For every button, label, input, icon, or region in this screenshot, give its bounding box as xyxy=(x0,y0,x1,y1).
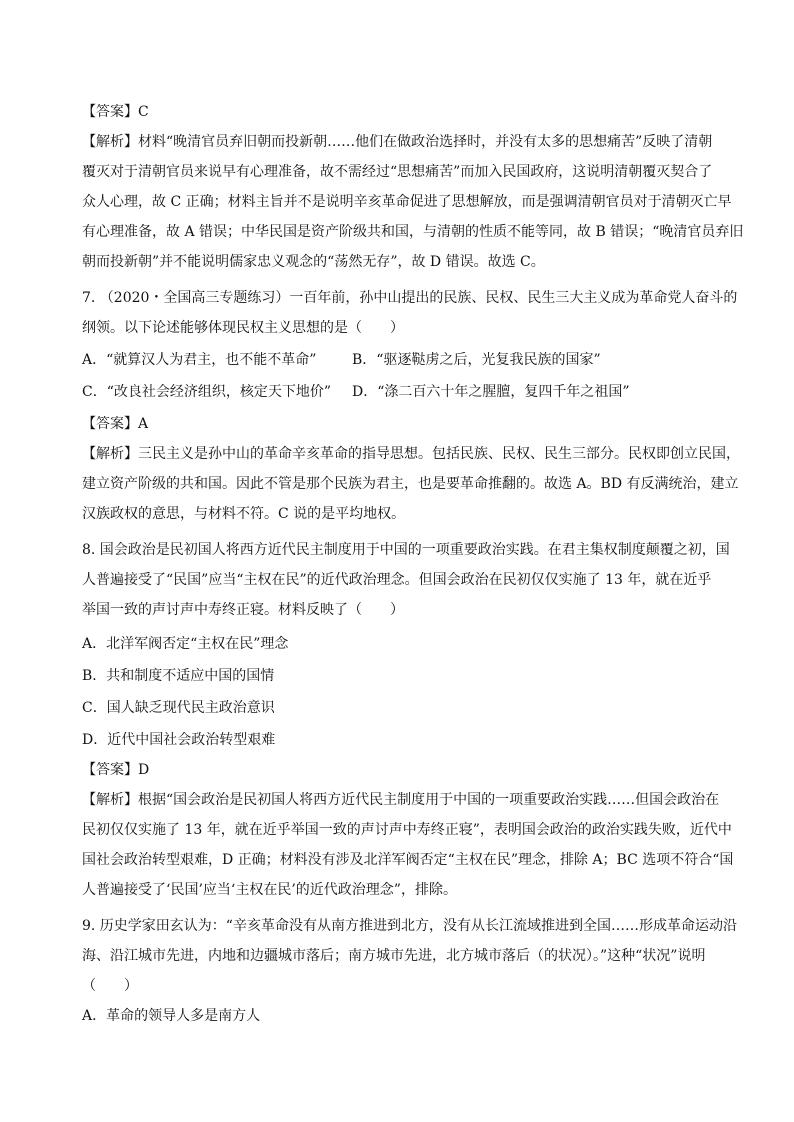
text-line: 汉族政权的意思，与材料不符。C 说的是平均地权。 xyxy=(82,506,406,522)
text-line: 举国一致的声讨声中寿终正寝。材料反映了（ ） xyxy=(82,602,404,618)
text-line: （ ） xyxy=(82,978,138,994)
text-line: 【答案】A xyxy=(82,416,149,432)
text-line: 朝而投新朝”并不能说明儒家忠义观念的“荡然无存”，故 D 错误。故选 C。 xyxy=(82,254,545,270)
text-line: C．国人缺乏现代民主政治意识 xyxy=(82,700,275,716)
text-line: 民初仅仅实施了 13 年，就在近乎举国一致的声讨声中寿终正寝”，表明国会政治的政治实践失败，近代中 xyxy=(82,822,732,838)
text-line: 国社会政治转型艰难，D 正确；材料没有涉及北洋军阀否定“主权在民”理念，排除 A；BC 选项不符合“国 xyxy=(82,852,734,868)
question-7-option: B．“驱逐鞑虏之后，光复我民族的国家” xyxy=(352,352,601,368)
question-7-option: A．“就算汉人为君主，也不能不革命” xyxy=(82,352,317,368)
question-7-option: D．“涤二百六十年之腥膻，复四千年之祖国” xyxy=(352,384,630,400)
text-line: 【解析】材料“晚清官员弃旧朝而投新朝……他们在做政治选择时，并没有太多的思想痛苦”反映了清朝 xyxy=(82,134,713,150)
text-line: 覆灭对于清朝官员来说早有心理准备，故不需经过“思想痛苦”而加入民国政府，这说明清朝覆灭契合了 xyxy=(82,164,713,180)
text-line: 7. （2020・全国高三专题练习）一百年前，孙中山提出的民族、民权、民生三大主义成为革命党人奋斗的 xyxy=(82,290,738,306)
text-line: 【解析】三民主义是孙中山的革命辛亥革命的指导思想。包括民族、民权、民生三部分。民权即创立民国， xyxy=(82,446,740,462)
text-line: 纲领。以下论述能够体现民权主义思想的是（ ） xyxy=(82,320,404,336)
text-line: 【解析】根据“国会政治是民初国人将西方近代民主制度用于中国的一项重要政治实践……但国会政治在 xyxy=(82,792,720,808)
text-line: A．北洋军阀否定“主权在民”理念 xyxy=(82,636,289,652)
text-line: 【答案】C xyxy=(82,104,149,120)
text-line: 人普遍接受了“民国”应当“主权在民”的近代政治理念。但国会政治在民初仅仅实施了 13 年，就在近乎 xyxy=(82,572,712,588)
question-7-option: C．“改良社会经济组织，核定天下地价” xyxy=(82,384,332,400)
text-line: 【答案】D xyxy=(82,762,150,778)
text-line: B．共和制度不适应中国的国情 xyxy=(82,668,275,684)
text-line: 众人心理，故 C 正确；材料主旨并不是说明辛亥革命促进了思想解放，而是强调清朝官员对于清朝灭亡早 xyxy=(82,194,732,210)
text-line: 有心理准备，故 A 错误；中华民国是资产阶级共和国，与清朝的性质不能等同，故 B 错误；“晚清官员弃旧 xyxy=(82,224,744,240)
text-line: 9. 历史学家田玄认为：“辛亥革命没有从南方推进到北方，没有从长江流域推进到全国……形成革命运动沿 xyxy=(82,918,737,934)
text-line: 海、沿江城市先进，内地和边疆城市落后；南方城市先进，北方城市落后（的状况）。”这种“状况”说明 xyxy=(82,948,706,964)
text-line: A．革命的领导人多是南方人 xyxy=(82,1008,261,1024)
text-line: D．近代中国社会政治转型艰难 xyxy=(82,732,276,748)
text-line: 建立资产阶级的共和国。因此不管是那个民族为君主，也是要革命推翻的。故选 A。BD 有反满统治，建立 xyxy=(82,476,739,492)
text-line: 8. 国会政治是民初国人将西方近代民主制度用于中国的一项重要政治实践。在君主集权制度颠覆之初，国 xyxy=(82,542,730,558)
text-line: 人普遍接受了‘民国’应当‘主权在民’的近代政治理念”，排除。 xyxy=(82,882,457,898)
